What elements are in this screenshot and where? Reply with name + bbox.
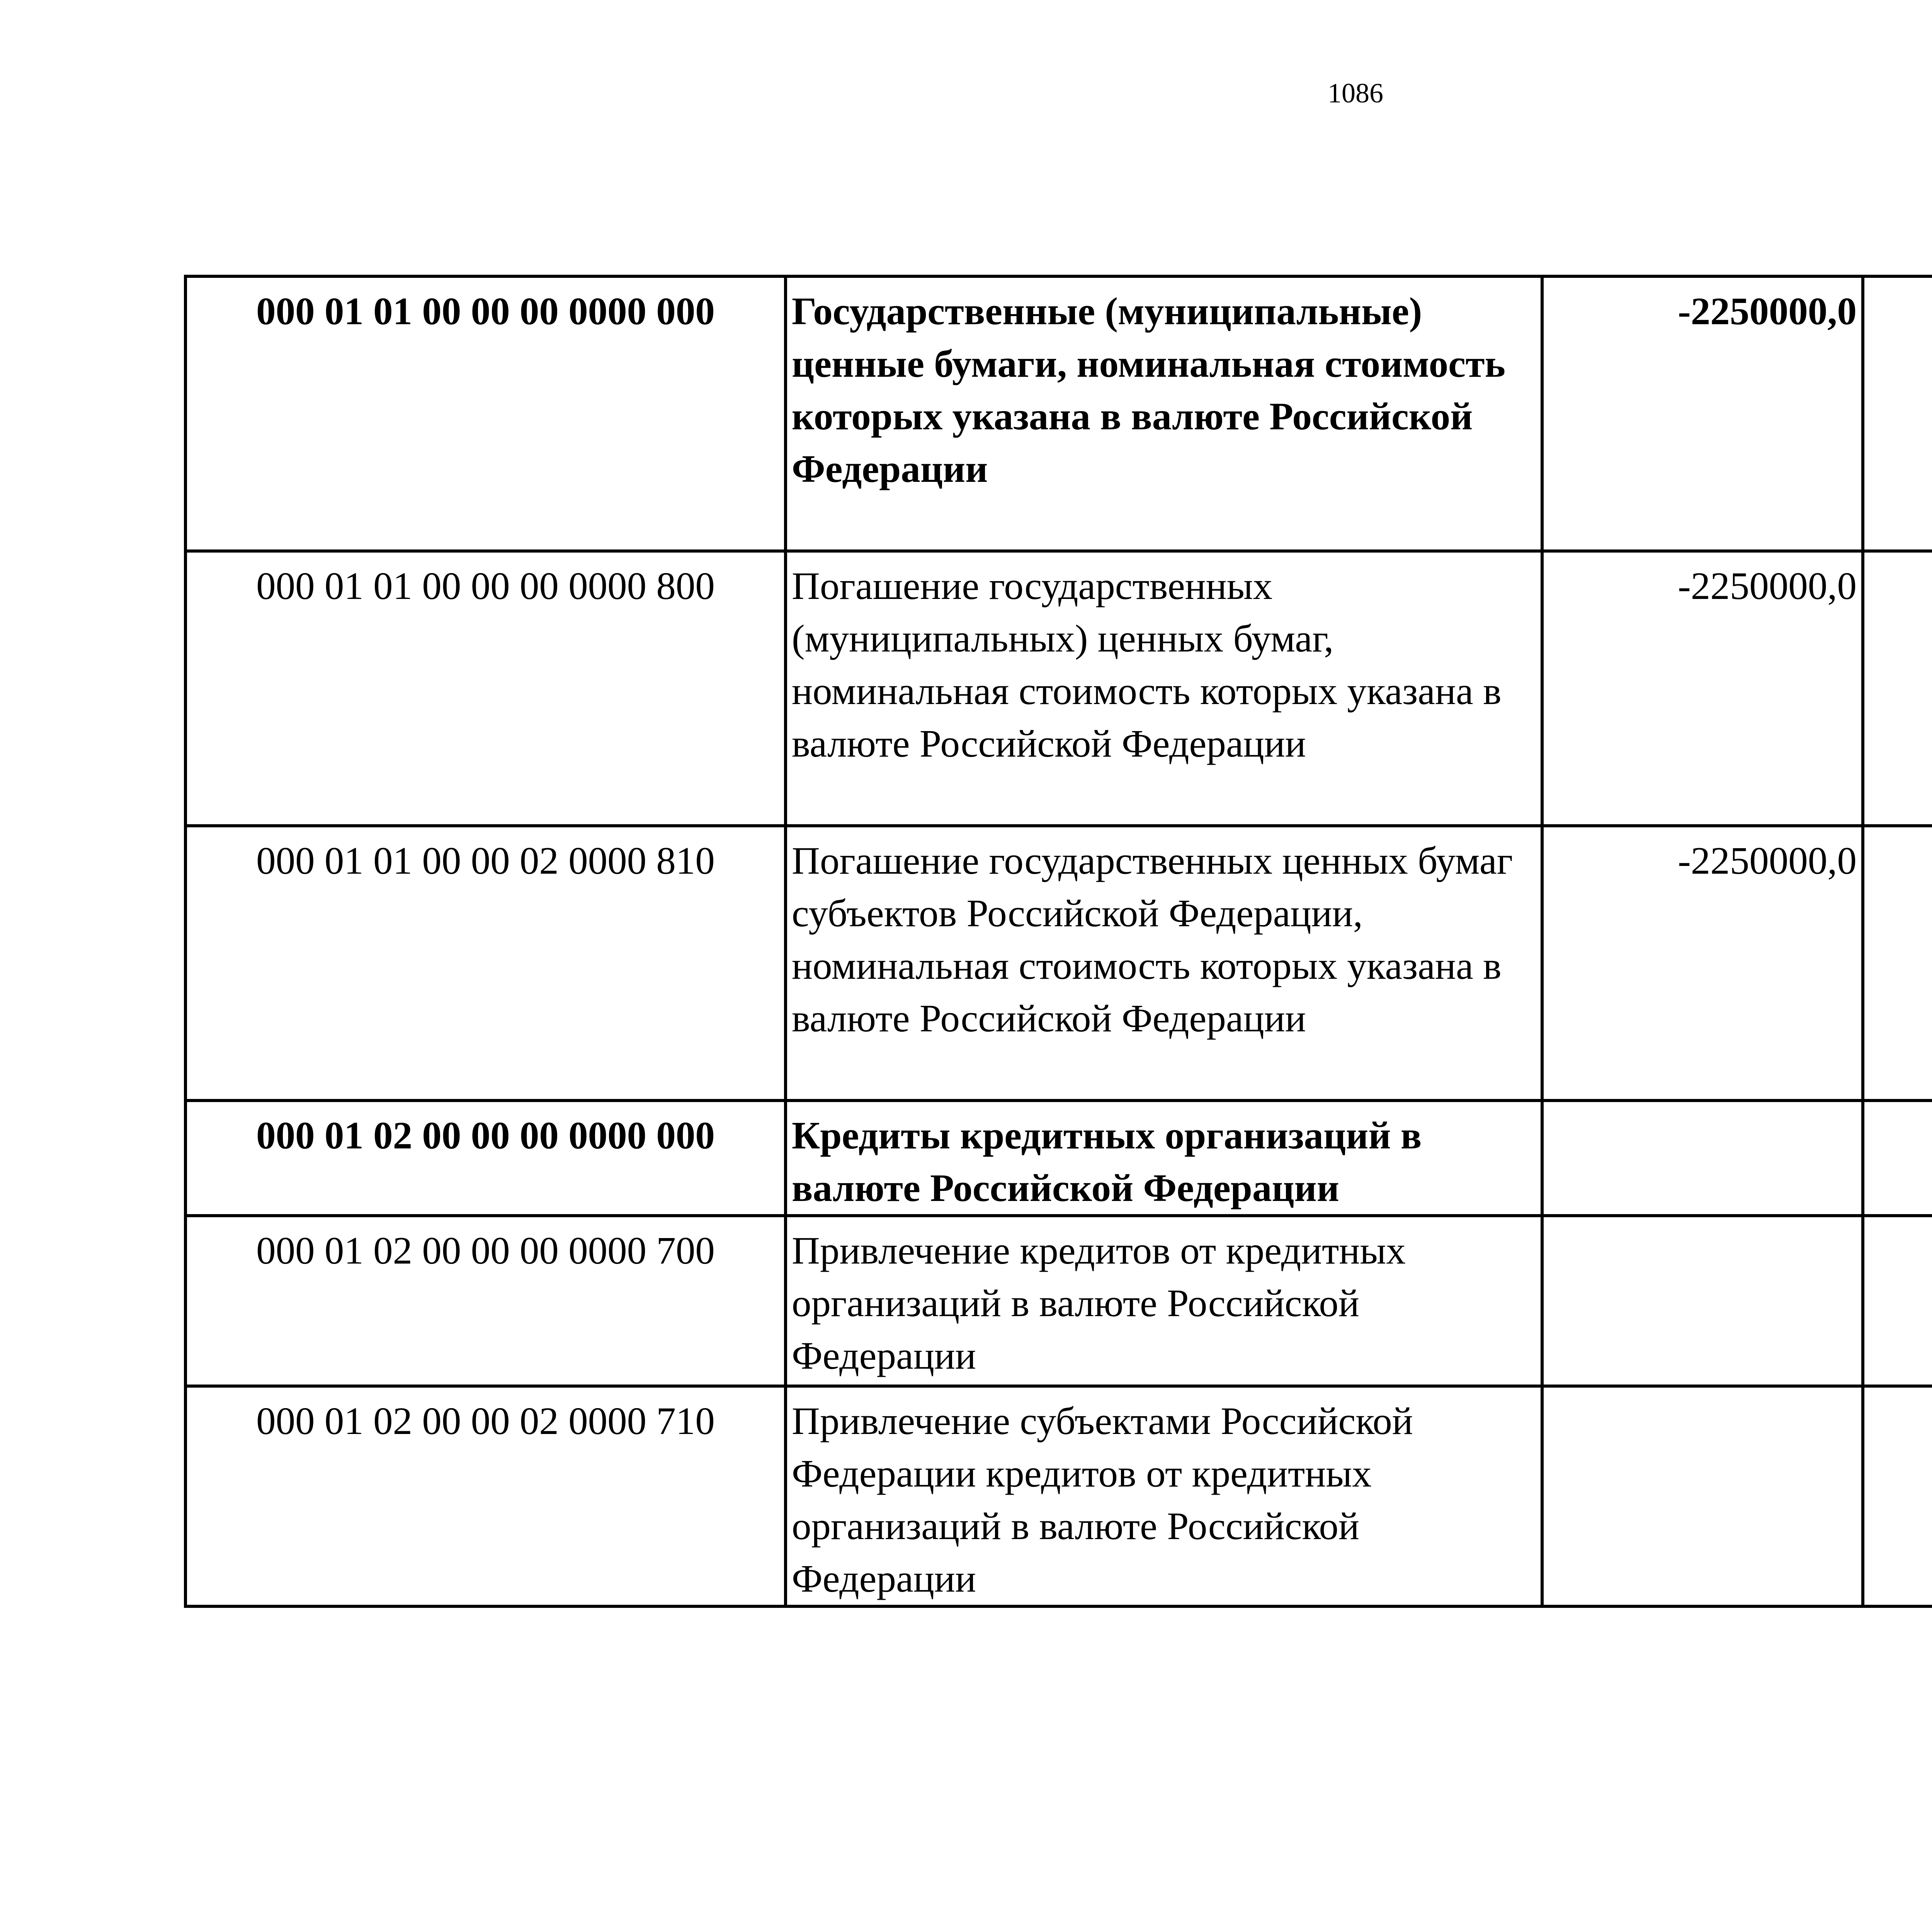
budget-code-cell: 000 01 01 00 00 00 0000 800 <box>185 551 786 826</box>
value-year-2-cell <box>1863 276 1932 551</box>
budget-code-cell: 000 01 02 00 00 00 0000 700 <box>185 1216 786 1386</box>
value-year-2-cell <box>1863 1386 1932 1606</box>
budget-code-cell: 000 01 01 00 00 00 0000 000 <box>185 276 786 551</box>
value-year-1-cell <box>1542 1386 1863 1606</box>
value-year-1-cell <box>1542 1101 1863 1216</box>
table-row <box>185 1216 1932 1386</box>
budget-code-cell: 000 01 02 00 00 00 0000 000 <box>185 1101 786 1216</box>
table-row <box>185 276 1932 551</box>
item-name-cell: Привлечение кредитов от кредитных организаций в валюте Российской Федерации <box>786 1216 1542 1386</box>
value-year-1-cell: -2250000,0 <box>1542 826 1863 1101</box>
value-year-2-cell <box>1863 1101 1932 1216</box>
item-name-cell: Государственные (муниципальные) ценные бумаги, номинальная стоимость которых указана в валюте Российской Федерации <box>786 276 1542 551</box>
item-name-cell: Привлечение субъектами Российской Федерации кредитов от кредитных организаций в валюте Российской Федерации <box>786 1386 1542 1606</box>
budget-code-cell: 000 01 01 00 00 02 0000 810 <box>185 826 786 1101</box>
value-year-1-cell: -2250000,0 <box>1542 276 1863 551</box>
budget-sources-table <box>184 275 1932 1608</box>
value-year-2-cell <box>1863 826 1932 1101</box>
value-year-1-cell <box>1542 1216 1863 1386</box>
table-row <box>185 551 1932 826</box>
table-row <box>185 826 1932 1101</box>
table-row <box>185 1386 1932 1606</box>
item-name-cell: Погашение государственных ценных бумаг субъектов Российской Федерации, номинальная стоимость которых указана в валюте Российской Федерации <box>786 826 1542 1101</box>
table-row <box>185 1101 1932 1216</box>
value-year-1-cell: -2250000,0 <box>1542 551 1863 826</box>
value-year-2-cell <box>1863 551 1932 826</box>
budget-code-cell: 000 01 02 00 00 02 0000 710 <box>185 1386 786 1606</box>
item-name-cell: Погашение государственных (муниципальных) ценных бумаг, номинальная стоимость которых указана в валюте Российской Федерации <box>786 551 1542 826</box>
value-year-2-cell <box>1863 1216 1932 1386</box>
item-name-cell: Кредиты кредитных организаций в валюте Российской Федерации <box>786 1101 1542 1216</box>
page-number: 1086 <box>1328 78 1383 109</box>
